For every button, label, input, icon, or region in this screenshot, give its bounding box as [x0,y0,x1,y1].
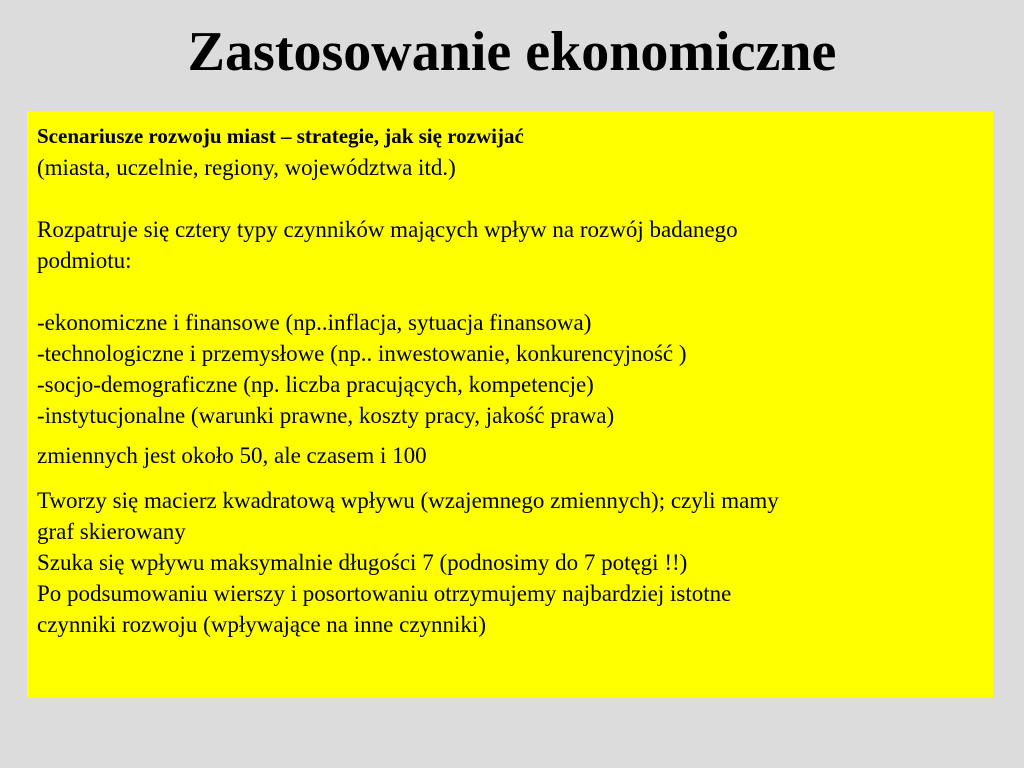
matrix-line-1: Tworzy się macierz kwadratową wpływu (wzajemnego zmiennych); czyli mamy [37,488,779,513]
summary-line-2: czynniki rozwoju (wpływające na inne czynniki) [37,612,486,637]
matrix-line-2: graf skierowany [37,519,186,544]
content-subheading: (miasta, uczelnie, regiony, województwa itd.) [37,155,456,180]
factor-technological: -technologiczne i przemysłowe (np.. inwestowanie, konkurencyjność ) [37,341,687,366]
intro-line-2: podmiotu: [37,248,132,273]
intro-line-1: Rozpatruje się cztery typy czynników mających wpływ na rozwój badanego [37,217,738,242]
summary-line-1: Po podsumowaniu wierszy i posortowaniu otrzymujemy najbardziej istotne [37,581,732,606]
blank-line [37,276,983,307]
slide-title: Zastosowanie ekonomiczne [187,21,837,83]
variables-line: zmiennych jest około 50, ale czasem i 100 [37,443,427,468]
search-line: Szuka się wpływu maksymalnie długości 7 (podnosimy do 7 potęgi !!) [37,550,688,575]
content-box [27,111,993,698]
content-heading: Scenariusze rozwoju miast – strategie, jak się rozwijać [37,124,524,148]
factor-economic: -ekonomiczne i finansowe (np..inflacja, sytuacja finansowa) [37,310,592,335]
factor-socio-demographic: -socjo-demograficzne (np. liczba pracujących, kompetencje) [37,372,594,397]
paragraph-gap [37,431,983,440]
paragraph-gap [37,471,983,485]
blank-line [37,183,983,214]
factor-institutional: -instytucjonalne (warunki prawne, koszty pracy, jakość prawa) [37,403,615,428]
